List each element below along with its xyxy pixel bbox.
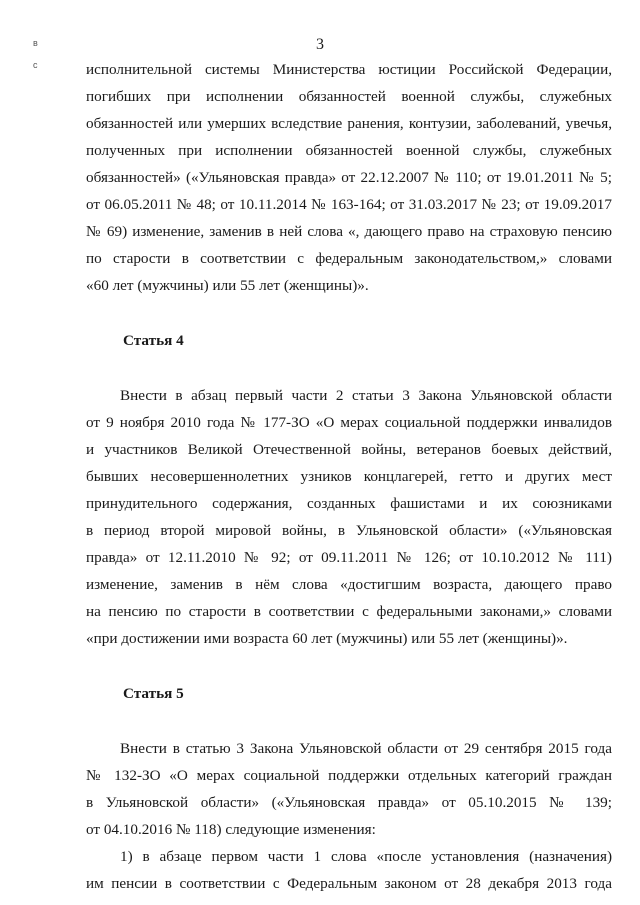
text-line: изменение, заменив в нём слова «достигшим возраста, дающего право: [86, 576, 612, 593]
text-line: обязанностей» («Ульяновская правда» от 22.12.2007 № 110; от 19.01.2011 № 5;: [86, 169, 612, 186]
article-5-text: [86, 735, 612, 897]
margin-mark: с: [33, 60, 38, 70]
text-line: в Ульяновской области» («Ульяновская правда» от 05.10.2015 № 139;: [86, 794, 612, 811]
text-line: Внести в абзац первый части 2 статьи 3 Закона Ульяновской области: [120, 387, 612, 404]
text-line: исполнительной системы Министерства юстиции Российской Федерации,: [86, 61, 612, 78]
margin-mark: в: [33, 38, 38, 48]
article-4-text: [86, 382, 612, 652]
article-4-heading: Статья 4: [123, 332, 184, 349]
text-line: погибших при исполнении обязанностей военной службы, служебных: [86, 88, 612, 105]
text-line: от 9 ноября 2010 года № 177-ЗО «О мерах социальной поддержки инвалидов: [86, 414, 612, 431]
section-3-continuation: [86, 56, 612, 299]
document-body: [86, 56, 612, 897]
text-line: им пенсии в соответствии с Федеральным законом от 28 декабря 2013 года: [86, 875, 612, 892]
text-line: бывших несовершеннолетних узников концлагерей, гетто и других мест: [86, 468, 612, 485]
text-line: «при достижении ими возраста 60 лет (мужчины) или 55 лет (женщины)».: [86, 630, 568, 647]
text-line: Внести в статью 3 Закона Ульяновской области от 29 сентября 2015 года: [120, 740, 612, 757]
text-line: обязанностей или умерших вследствие ранения, контузии, заболеваний, увечья,: [86, 115, 612, 132]
text-line: принудительного содержания, созданных фашистами и их союзниками: [86, 495, 612, 512]
text-line: № 69) изменение, заменив в ней слова «, дающего право на страховую пенсию: [86, 223, 612, 240]
page-number: 3: [316, 36, 324, 53]
text-line: полученных при исполнении обязанностей военной службы, служебных: [86, 142, 612, 159]
text-line: на пенсию по старости в соответствии с федеральными законами,» словами: [86, 603, 612, 620]
text-line: «60 лет (мужчины) или 55 лет (женщины)».: [86, 277, 369, 294]
text-line: правда» от 12.11.2010 № 92; от 09.11.2011 № 126; от 10.10.2012 № 111): [86, 549, 612, 566]
text-line: 1) в абзаце первом части 1 слова «после установления (назначения): [120, 848, 612, 865]
text-line: и участников Великой Отечественной войны, ветеранов боевых действий,: [86, 441, 612, 458]
text-line: по старости в соответствии с федеральным законодательством,» словами: [86, 250, 612, 267]
text-line: от 06.05.2011 № 48; от 10.11.2014 № 163-164; от 31.03.2017 № 23; от 19.09.2017: [86, 196, 612, 213]
text-line: в период второй мировой войны, в Ульяновской области» («Ульяновская: [86, 522, 612, 539]
article-5-heading: Статья 5: [123, 685, 184, 702]
text-line: № 132-ЗО «О мерах социальной поддержки отдельных категорий граждан: [86, 767, 612, 784]
text-line: от 04.10.2016 № 118) следующие изменения:: [86, 821, 376, 838]
